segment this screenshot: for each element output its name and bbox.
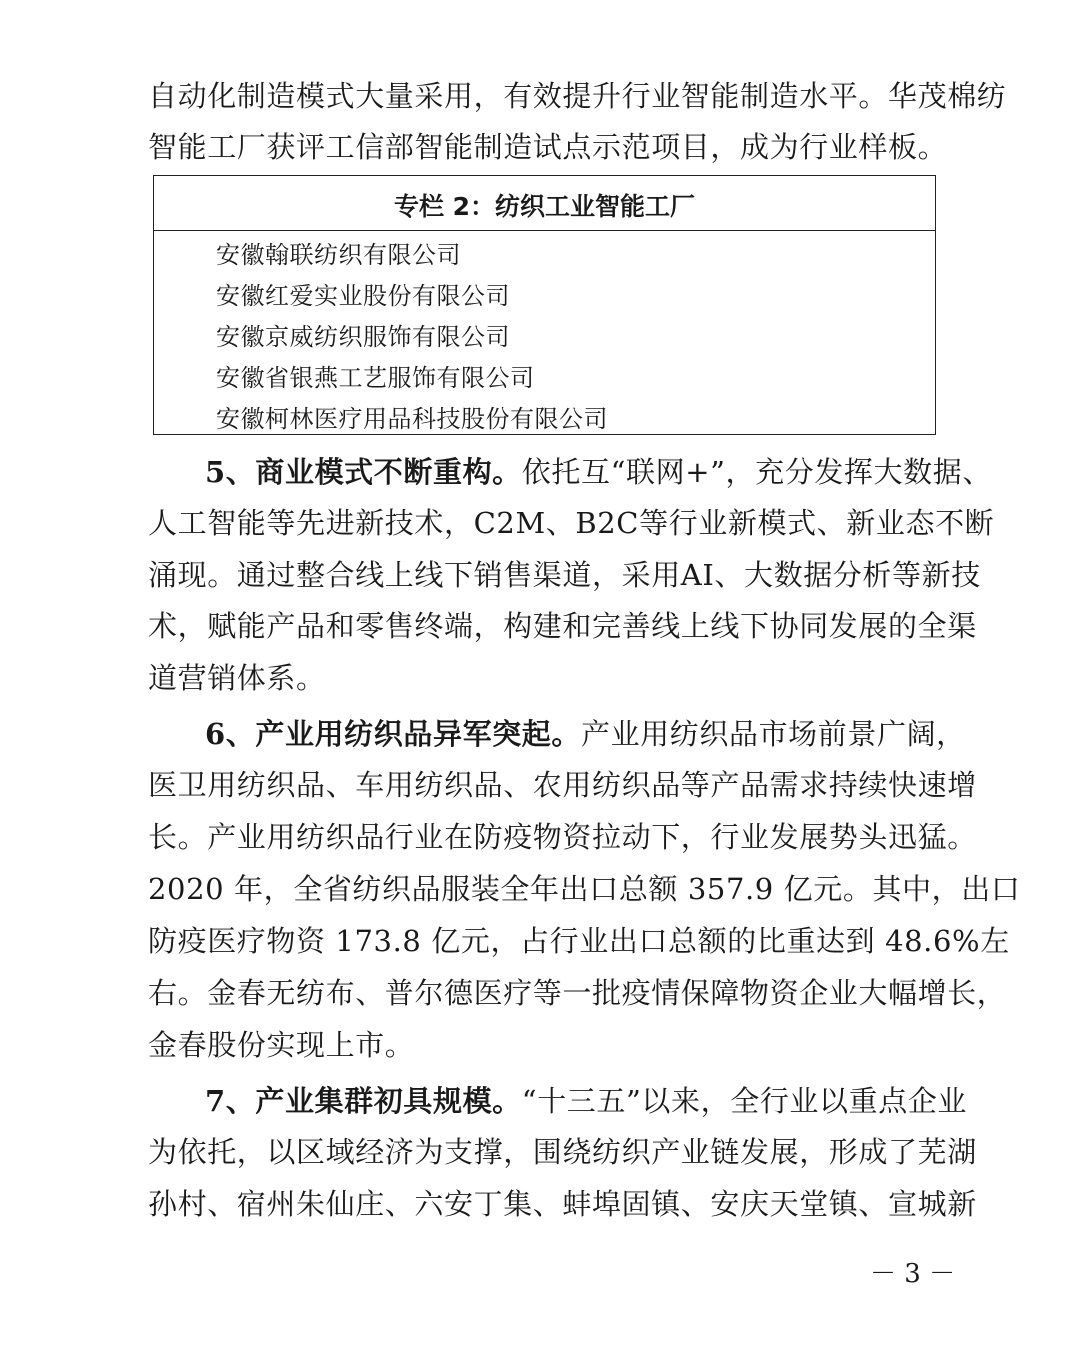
- column-item: 安徽柯林医疗用品科技股份有限公司: [216, 405, 608, 433]
- section-6-first-line: [205, 714, 966, 754]
- section-7-heading: 7、产业集群初具规模。: [205, 1084, 522, 1118]
- column-divider: [154, 230, 935, 231]
- section-5-line: 道营销体系。: [148, 661, 326, 695]
- section-6-heading: 6、产业用纺织品异军突起。: [205, 717, 581, 751]
- section-5-line: 人工智能等先进新技术，C2M、B2C等行业新模式、新业态不断: [148, 506, 995, 540]
- intro-line-2: 智能工厂获评工信部智能制造试点示范项目，成为行业样板。: [148, 130, 948, 164]
- section-5-heading: 5、商业模式不断重构。: [205, 455, 522, 489]
- section-6-line: 2020 年，全省纺织品服装全年出口总额 357.9 亿元。其中，出口: [148, 872, 1021, 906]
- column-item: 安徽省银燕工艺服饰有限公司: [216, 364, 535, 392]
- section-6-line: 金春股份实现上市。: [148, 1028, 415, 1062]
- section-5-line: 术，赋能产品和零售终端，构建和完善线上线下协同发展的全渠: [148, 609, 977, 643]
- column-box: [153, 175, 936, 435]
- section-7-first-line: [205, 1081, 968, 1121]
- column-title: 专栏 2：纺织工业智能工厂: [393, 192, 696, 221]
- section-7-line: 孙村、宿州朱仙庄、六安丁集、蚌埠固镇、安庆天堂镇、宣城新: [148, 1187, 977, 1221]
- section-5-first-line: [205, 452, 992, 492]
- section-6-line: 右。金春无纺布、普尔德医疗等一批疫情保障物资企业大幅增长，: [148, 976, 1007, 1010]
- section-7-text: “十三五”以来，全行业以重点企业: [521, 1084, 968, 1118]
- section-6-line: 医卫用纺织品、车用纺织品、农用纺织品等产品需求持续快速增: [148, 768, 977, 802]
- section-6-line: 防疫医疗物资 173.8 亿元，占行业出口总额的比重达到 48.6%左: [148, 924, 1010, 958]
- section-7-line: 为依托，以区域经济为支撑，围绕纺织产业链发展，形成了芜湖: [148, 1135, 977, 1169]
- page-number: － 3 －: [870, 1259, 956, 1289]
- intro-line-1: 自动化制造模式大量采用，有效提升行业智能制造水平。华茂棉纺: [148, 79, 1007, 113]
- section-6-text: 产业用纺织品市场前景广阔，: [580, 717, 966, 751]
- section-5-line: 涌现。通过整合线上线下销售渠道，采用AI、大数据分析等新技: [148, 558, 981, 592]
- column-item: 安徽翰联纺织有限公司: [216, 241, 461, 269]
- section-6-line: 长。产业用纺织品行业在防疫物资拉动下，行业发展势头迅猛。: [148, 820, 977, 854]
- column-item: 安徽红爱实业股份有限公司: [216, 282, 510, 310]
- section-5-text: 依托互“联网+”，充分发挥大数据、: [521, 455, 992, 489]
- column-item: 安徽京威纺织服饰有限公司: [216, 323, 510, 351]
